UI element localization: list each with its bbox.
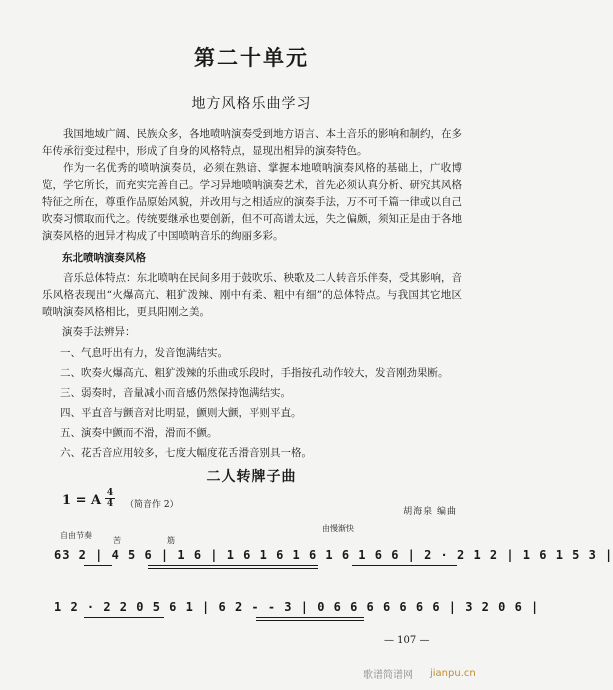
performance-mark: 苦 [113,536,121,545]
performance-mark: 筋 [167,536,175,545]
technique-item: 五、演奏中颤而不滑，滑而不颤。 [60,427,218,439]
watermark-url: jianpu.cn [430,668,476,679]
tempo-start: 自由节奏 [60,531,92,540]
notation-line-2: 1 2 · 2 2 0 5 6 1 | 6 2 - - 3 | 0 6 6 6 6 6 6 6 | 3 2 0 6 | [54,600,540,614]
intro-paragraph-1: 我国地域广阔、民族众多，各地喷呐演奏受到地方语言、本土音乐的影响和制约，在多年传承衍变过程中，形成了自身的风格特点，显现出相异的演奏特色。 [42,128,462,157]
beam-line [352,565,457,566]
key-signature: 1 = A [62,493,102,508]
time-signature-top: 4 [106,488,114,498]
beam-line [84,565,112,566]
watermark-text: 歌谱简谱网 [363,670,413,681]
notation-line-1: 63 2 | 4 5 6 | 1 6 | 1 6 1 6 1 6 1 6 1 6 6 | 2 · 2 1 2 | 1 6 1 5 3 | [54,548,613,562]
technique-item: 四、平直音与颤音对比明显，颤则大颤，平则平直。 [60,407,302,419]
technique-item: 二、吹奏火爆高亢、粗犷泼辣的乐曲或乐段时，手指按孔动作较大，发音刚劲果断。 [60,367,449,379]
beam-line [256,617,364,618]
time-signature-bottom: 4 [106,499,114,509]
section-title: 地方风格乐曲学习 [191,96,312,112]
arranger: 胡海泉 编曲 [403,507,457,517]
technique-item: 三、弱奏时，音量减小而音感仍然保持饱满结实。 [60,387,291,399]
time-signature [105,488,115,509]
page-number: — 107 — [384,635,430,646]
subsection-title: 东北喷呐演奏风格 [62,252,146,264]
technique-list [60,343,460,463]
intro-paragraph-2: 作为一名优秀的喷呐演奏员，必须在熟谙、掌握本地喷呐演奏风格的基础上，广收博览，学它所长，而充实完善自己。学习异地喷呐演奏艺术，首先必须认真分析、研究其风格特征之所在，尊重作品原始风貌，并改用与之相适应的演奏手法，万不可千篇一律或以自己吹奏习惯取而代之。传统要继承也要创新，但不可高谱太远，失之偏颇，须知正是由于各地演奏风格的迥异才构成了中国喷呐音乐的绚丽多彩。 [42,162,462,242]
unit-title: 第二十单元 [194,45,309,70]
style-paragraph: 音乐总体特点：东北喷呐在民间多用于鼓吹乐、秧歌及二人转音乐伴奏，受其影响，音乐风格表现出“火爆高亢、粗犷泼辣、刚中有柔、粗中有细”的总体特点。与我国其它地区喷呐演奏风格相比，更具阳刚之美。 [42,272,462,318]
technique-item: 一、气息吁出有力，发音饱满结实。 [60,347,228,359]
technique-item: 六、花舌音应用较多，七度大幅度花舌滑音别具一格。 [60,447,312,459]
beam-line [256,620,364,621]
beam-line [148,568,318,569]
tempo-change: 由慢渐快 [322,524,354,533]
beam-line [148,565,318,566]
technique-heading: 演奏手法辨异： [62,326,136,338]
piece-title: 二人转牌子曲 [206,469,297,485]
fingering-note: （简音作 2） [125,500,179,510]
beam-line [84,617,164,618]
